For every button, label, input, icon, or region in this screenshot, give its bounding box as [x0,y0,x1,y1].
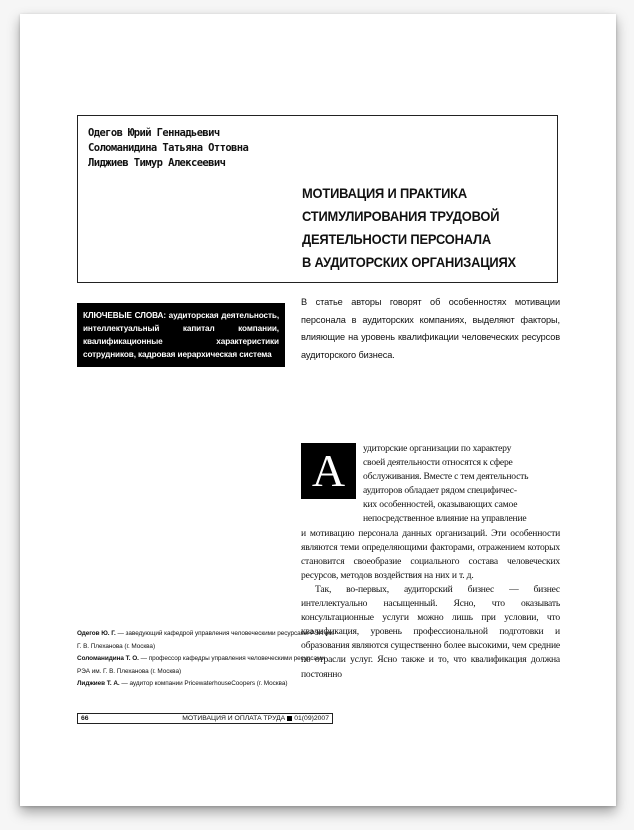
author-name: Одегов Юрий Геннадьевич [88,127,220,139]
body-line: удиторские организации по характеру [363,443,512,454]
author-footnotes [77,628,337,691]
title-line: В АУДИТОРСКИХ ОРГАНИЗАЦИЯХ [302,254,516,270]
footnote [77,678,337,691]
journal-issue: 01(09)2007 [294,715,329,722]
journal-name [182,714,329,723]
body-line: аудиторов обладает рядом специфичес- [363,485,517,497]
body-line: непосредственное влияние на управление [363,513,527,525]
abstract: В статье авторы говорят об особенностях мотивации персонала в аудиторских компаниях, выделяют факторы, влияющие на уровень квалификации человеческих ресурсов аудиторского бизнеса. [301,297,560,360]
body-text [301,442,560,682]
footnote-text: — аудитор компании PricewaterhouseCoopers (г. Москва) [119,680,288,688]
body-line: ких особенностей, оказывающих самое [363,499,518,511]
page-number: 66 [81,715,89,722]
square-bullet-icon [287,716,292,721]
title-line: МОТИВАЦИЯ И ПРАКТИКА [302,185,467,201]
title-line: ДЕЯТЕЛЬНОСТИ ПЕРСОНАЛА [302,231,491,247]
footnote-text: — профессор кафедры управления человеческими ресурсами РЭА им. Г. В. Плеханова (г. Москва) [77,655,325,675]
title-box [77,115,558,283]
body-line: обслуживания. Вместе с тем деятельность [363,471,529,483]
document-page [20,14,616,806]
footnote [77,653,337,678]
footnote [77,628,337,653]
page-footer [77,713,333,724]
article-title [302,182,516,274]
footnote-name: Соломанидина Т. О. [77,655,139,663]
title-line: СТИМУЛИРОВАНИЯ ТРУДОВОЙ [302,208,500,224]
body-paragraph: Так, во-первых, аудиторский бизнес — бизнес интеллектуально насыщенный. Ясно, что оказывать консультационные услуги можно лишь при условии, что квалификация, уровень профессиональной подготовки и образования являются существенно более высокими, чем средние по отрасли услуг. Ясно также и то, что квалификация должна постоянно [301,583,560,680]
footnote-text: — заведующий кафедрой управления человеческими ресурсами РЭА им. Г. В. Плеханова (г. Москва) [77,630,335,650]
drop-cap: А [301,443,356,499]
body-paragraph: и мотивацию персонала данных организаций. Эти особенности являются теми определяющими факторами, отражением которых становится своеобразие социального состава человеческих ресурсов, методов воздействия на них и т. д. [301,527,560,581]
author-list [88,126,248,171]
author-name: Соломанидина Татьяна Оттовна [88,142,249,154]
footnote-name: Лиджиев Т. А. [77,680,120,688]
journal-title: МОТИВАЦИЯ И ОПЛАТА ТРУДА [182,715,286,722]
footnote-name: Одегов Ю. Г. [77,630,116,637]
keywords-box: КЛЮЧЕВЫЕ СЛОВА: аудиторская деятельность, интеллектуальный капитал компании, квалификационные характеристики сотрудников, кадровая иерархическая система [77,303,285,367]
author-name: Лиджиев Тимур Алексеевич [88,157,226,169]
body-line: своей деятельности относятся к сфере [363,457,513,469]
